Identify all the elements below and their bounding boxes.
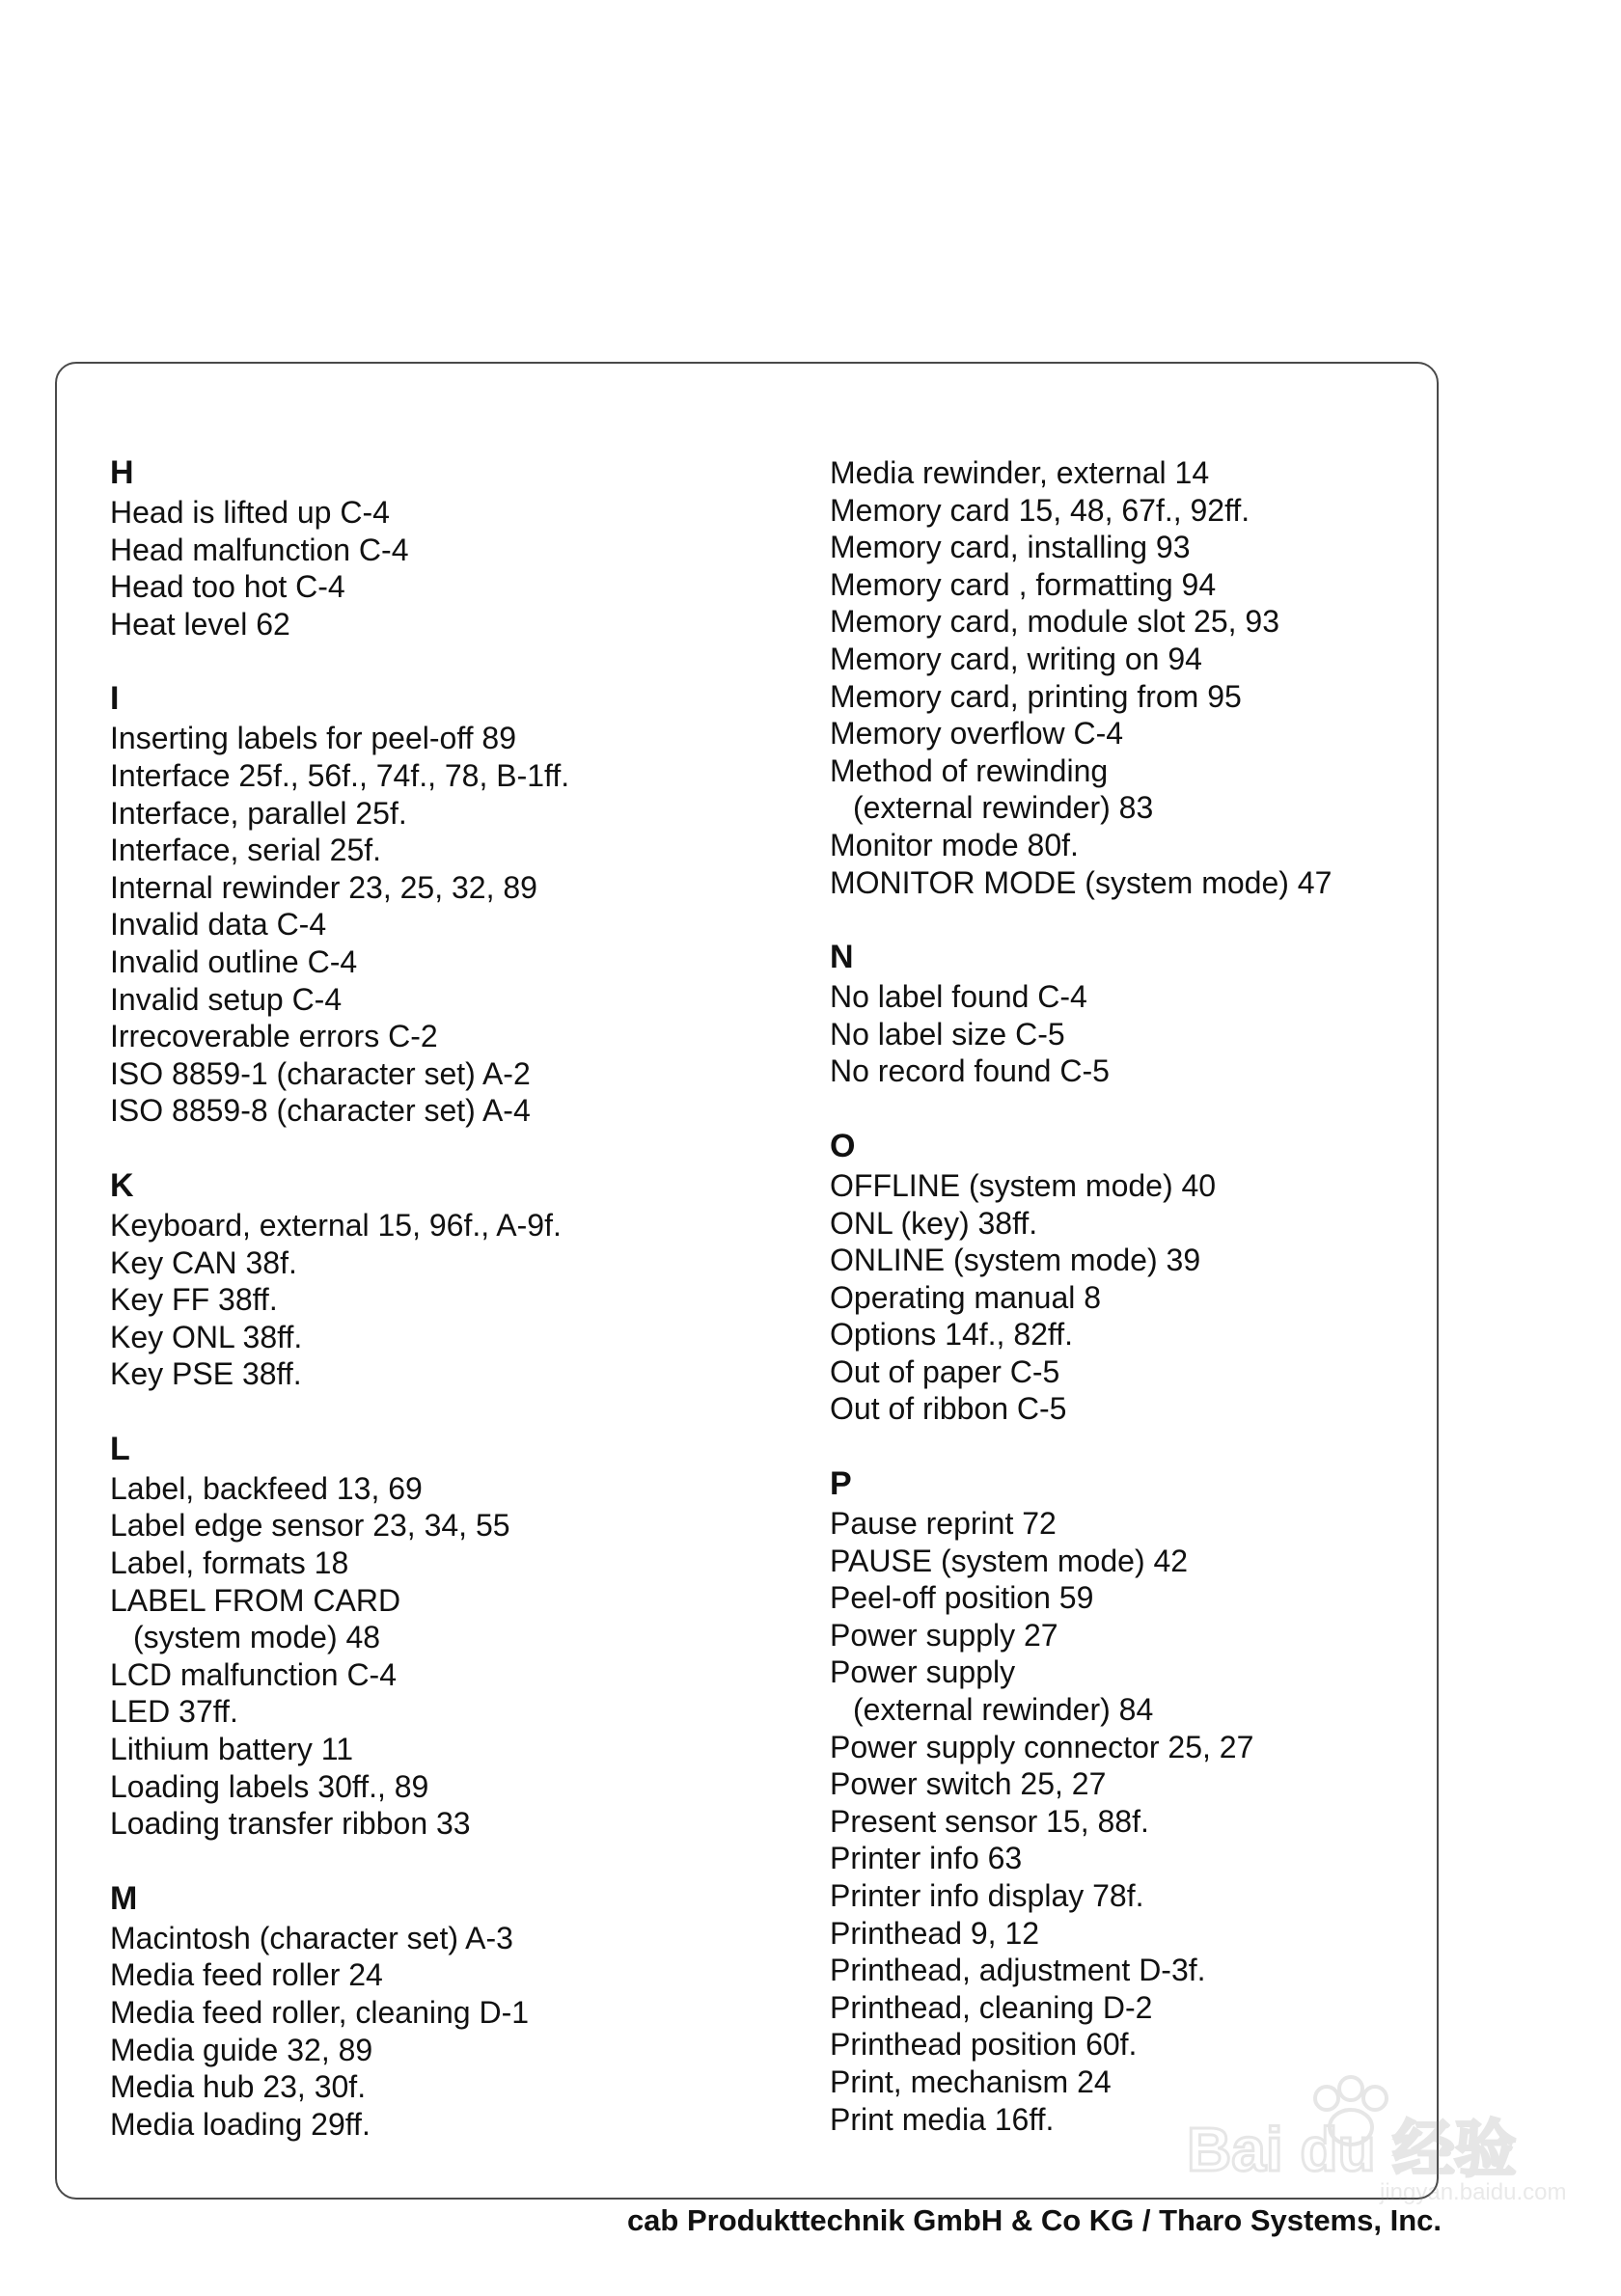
entry-text: Power supply 27 — [830, 1617, 1058, 1653]
entry-text: Printhead 9, 12 — [830, 1915, 1040, 1951]
entry-text: Options 14f., 82ff. — [830, 1317, 1074, 1353]
entry-text: Irrecoverable errors C-2 — [110, 1019, 438, 1054]
index-entry — [830, 454, 1332, 492]
entry-text: Print, mechanism 24 — [830, 2064, 1112, 2099]
entry-text: Invalid outline C-4 — [110, 943, 358, 979]
entry-text: Memory card, writing on 94 — [830, 641, 1202, 676]
index-entry — [110, 1092, 569, 1130]
index-entry — [830, 715, 1332, 752]
entry-text: Monitor mode 80f. — [830, 827, 1079, 862]
index-entry — [110, 1507, 569, 1544]
index-entry — [830, 1765, 1332, 1803]
index-entry — [110, 2106, 569, 2144]
index-entry — [830, 678, 1332, 716]
index-entry — [110, 1055, 569, 1093]
entry-text: Interface, parallel 25f. — [110, 795, 407, 831]
index-entry — [110, 532, 569, 569]
index-entry — [110, 1319, 569, 1356]
section-letter: H — [110, 454, 134, 491]
entry-text: Lithium battery 11 — [110, 1732, 353, 1767]
entry-text: Inserting labels for peel-off 89 — [110, 721, 516, 756]
entry-text: Key PSE 38ff. — [110, 1356, 302, 1392]
index-entry — [110, 1768, 569, 1806]
index-entry — [110, 1207, 569, 1244]
entry-text: Memory card, installing 93 — [830, 530, 1191, 565]
entry-text: Key FF 38ff. — [110, 1282, 278, 1318]
entry-text: Heat level 62 — [110, 606, 290, 642]
index-entry — [110, 1994, 569, 2032]
index-entry — [830, 1803, 1332, 1841]
entry-text: Memory overflow C-4 — [830, 716, 1124, 752]
index-section — [830, 938, 1332, 1090]
section-letter: K — [110, 1166, 134, 1204]
footer-publisher: cab Produkttechnik GmbH & Co KG / Tharo Systems, Inc. — [626, 2203, 1442, 2237]
entry-text: Key ONL 38ff. — [110, 1319, 303, 1354]
entry-text: Printer info display 78f. — [830, 1878, 1144, 1913]
index-entry — [830, 1915, 1332, 1953]
entry-text: Loading transfer ribbon 33 — [110, 1806, 471, 1842]
entry-text: Label edge sensor 23, 34, 55 — [110, 1508, 510, 1544]
index-entry — [830, 1242, 1332, 1279]
index-section — [110, 453, 569, 642]
entry-text: Invalid data C-4 — [110, 907, 327, 943]
index-entry — [830, 827, 1332, 864]
index-entry — [110, 1582, 569, 1656]
entry-text: ISO 8859-1 (character set) A-2 — [110, 1055, 531, 1091]
entry-text: Media hub 23, 30f. — [110, 2069, 367, 2105]
index-section — [110, 1166, 569, 1393]
entry-continuation: (external rewinder) 83 — [853, 790, 1154, 826]
index-entry — [830, 1579, 1332, 1617]
entry-text: Interface 25f., 56f., 74f., 78, B-1ff. — [110, 757, 570, 793]
entry-text: Pause reprint 72 — [830, 1506, 1057, 1542]
index-entry — [830, 529, 1332, 566]
index-entry — [830, 752, 1332, 827]
entry-text: ISO 8859-8 (character set) A-4 — [110, 1093, 531, 1129]
entry-text: Method of rewinding — [830, 752, 1109, 788]
entry-text: Head malfunction C-4 — [110, 532, 409, 567]
index-column-right — [830, 454, 1332, 2174]
index-entry — [110, 906, 569, 943]
entry-text: Out of ribbon C-5 — [830, 1391, 1067, 1427]
entry-text: Memory card , formatting 94 — [830, 566, 1217, 602]
entry-text: Keyboard, external 15, 96f., A-9f. — [110, 1207, 562, 1243]
entry-text: Interface, serial 25f. — [110, 833, 382, 868]
entry-text: Printhead position 60f. — [830, 2027, 1138, 2063]
section-letter: O — [830, 1127, 856, 1164]
entry-text: Head too hot C-4 — [110, 569, 345, 605]
index-entry — [110, 1956, 569, 1994]
index-entry — [830, 1205, 1332, 1243]
index-entry — [110, 2068, 569, 2106]
watermark-text: Bai du 经验 — [1187, 2115, 1517, 2184]
index-entry — [830, 1016, 1332, 1053]
index-entry — [110, 1281, 569, 1319]
section-letter: P — [830, 1465, 852, 1503]
index-entry — [830, 492, 1332, 530]
index-entry — [830, 1952, 1332, 1989]
index-entry — [830, 1617, 1332, 1654]
section-letter: L — [110, 1430, 130, 1467]
index-entry — [110, 757, 569, 795]
index-entry — [830, 1877, 1332, 1915]
index-entry — [110, 1018, 569, 1055]
index-entry — [110, 1244, 569, 1282]
entry-text: Memory card 15, 48, 67f., 92ff. — [830, 492, 1250, 528]
entry-text: LED 37ff. — [110, 1694, 238, 1730]
index-entry — [830, 641, 1332, 678]
index-entry — [830, 1543, 1332, 1580]
index-entry — [110, 832, 569, 869]
index-entry — [110, 1656, 569, 1694]
index-entry — [830, 864, 1332, 902]
index-entry — [110, 1805, 569, 1843]
baidu-watermark-logo — [1158, 2064, 1567, 2209]
entry-text: Key CAN 38f. — [110, 1244, 297, 1280]
entry-text: PAUSE (system mode) 42 — [830, 1543, 1189, 1578]
entry-text: Power supply connector 25, 27 — [830, 1729, 1254, 1764]
entry-text: Label, formats 18 — [110, 1545, 349, 1581]
index-entry — [830, 603, 1332, 641]
index-section — [830, 454, 1332, 901]
entry-text: Power switch 25, 27 — [830, 1766, 1107, 1802]
entry-text: Operating manual 8 — [830, 1279, 1102, 1315]
section-letter: M — [110, 1879, 138, 1917]
entry-text: Print media 16ff. — [830, 2101, 1055, 2137]
entry-continuation: (system mode) 48 — [133, 1620, 381, 1655]
index-entry — [830, 1989, 1332, 2027]
index-entry — [830, 1840, 1332, 1877]
index-entry — [110, 1470, 569, 1508]
index-entry — [830, 1052, 1332, 1090]
section-letter: I — [110, 680, 120, 718]
index-entry — [830, 1353, 1332, 1391]
entry-text: ONL (key) 38ff. — [830, 1205, 1038, 1241]
index-entry — [110, 869, 569, 907]
index-entry — [830, 1167, 1332, 1205]
entry-text: Loading labels 30ff., 89 — [110, 1768, 429, 1804]
entry-text: Printhead, cleaning D-2 — [830, 1989, 1153, 2025]
entry-text: Power supply — [830, 1654, 1016, 1690]
entry-text: Out of paper C-5 — [830, 1353, 1060, 1389]
index-entry — [110, 1544, 569, 1582]
index-entry — [110, 943, 569, 981]
entry-text: Peel-off position 59 — [830, 1580, 1094, 1616]
entry-text: No record found C-5 — [830, 1053, 1110, 1089]
index-entry — [110, 981, 569, 1019]
entry-text: Present sensor 15, 88f. — [830, 1803, 1149, 1839]
entry-text: No label found C-4 — [830, 979, 1087, 1015]
index-entry — [830, 1316, 1332, 1353]
index-column-left — [110, 453, 569, 2179]
index-section — [830, 1464, 1332, 2138]
index-entry — [110, 1920, 569, 1957]
index-entry — [110, 494, 569, 532]
index-section — [110, 1430, 569, 1843]
entry-text: Media loading 29ff. — [110, 2106, 371, 2142]
section-letter: N — [830, 939, 854, 976]
entry-text: Head is lifted up C-4 — [110, 495, 390, 530]
index-entry — [110, 2032, 569, 2069]
index-entry — [110, 1731, 569, 1768]
entry-text: Printhead, adjustment D-3f. — [830, 1953, 1206, 1988]
entry-text: Invalid setup C-4 — [110, 981, 343, 1017]
index-entry — [830, 978, 1332, 1016]
entry-continuation: (external rewinder) 84 — [853, 1692, 1154, 1728]
index-entry — [110, 1693, 569, 1731]
entry-text: No label size C-5 — [830, 1016, 1065, 1052]
watermark-subtext: jingyan.baidu.com — [1380, 2179, 1567, 2205]
index-entry — [110, 795, 569, 833]
index-entry — [110, 568, 569, 606]
index-entry — [830, 1279, 1332, 1317]
index-section — [830, 1127, 1332, 1428]
entry-text: Memory card, printing from 95 — [830, 678, 1242, 714]
entry-text: LABEL FROM CARD — [110, 1582, 401, 1618]
index-entry — [110, 720, 569, 757]
index-entry — [830, 1505, 1332, 1543]
index-entry — [830, 1729, 1332, 1766]
entry-text: LCD malfunction C-4 — [110, 1656, 397, 1692]
entry-text: ONLINE (system mode) 39 — [830, 1243, 1201, 1278]
entry-text: Media guide 32, 89 — [110, 2032, 373, 2067]
index-entry — [110, 1355, 569, 1393]
entry-text: Media rewinder, external 14 — [830, 455, 1210, 490]
index-entry — [110, 606, 569, 643]
index-entry — [830, 1390, 1332, 1428]
entry-text: Label, backfeed 13, 69 — [110, 1470, 423, 1506]
entry-text: Media feed roller, cleaning D-1 — [110, 1995, 530, 2030]
entry-text: Memory card, module slot 25, 93 — [830, 604, 1279, 640]
index-entry — [830, 566, 1332, 604]
index-section — [110, 1879, 569, 2144]
index-entry — [830, 1654, 1332, 1728]
index-section — [110, 679, 569, 1130]
entry-text: Macintosh (character set) A-3 — [110, 1920, 513, 1955]
entry-text: Internal rewinder 23, 25, 32, 89 — [110, 869, 537, 905]
entry-text: OFFLINE (system mode) 40 — [830, 1167, 1217, 1203]
entry-text: Media feed roller 24 — [110, 1957, 383, 1993]
entry-text: Printer info 63 — [830, 1841, 1023, 1876]
index-entry — [830, 2026, 1332, 2064]
entry-text: MONITOR MODE (system mode) 47 — [830, 864, 1333, 900]
